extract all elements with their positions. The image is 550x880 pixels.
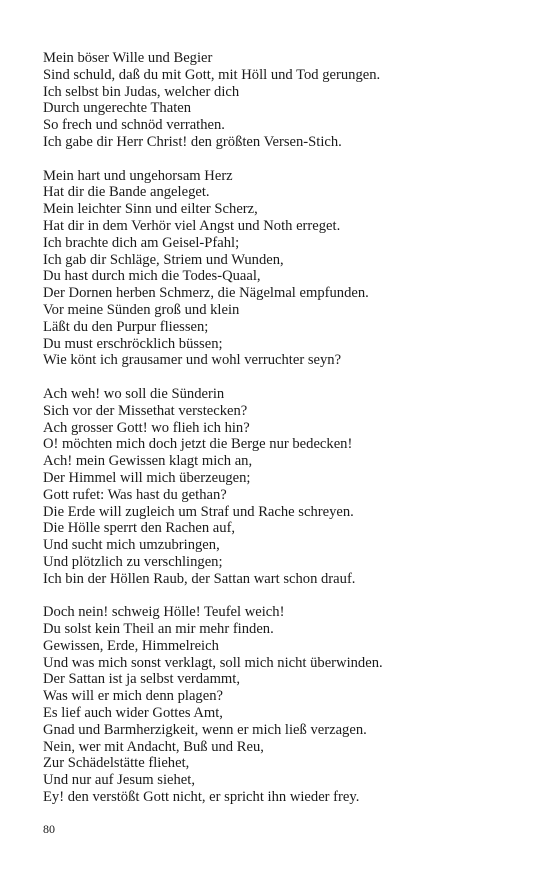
verse-line: Sich vor der Missethat verstecken? [43,402,248,419]
verse-line: Zur Schädelstätte fliehet, [43,755,190,772]
verse-line: Und nur auf Jesum siehet, [43,772,195,789]
verse-line: Doch nein! schweig Hölle! Teufel weich! [43,604,285,621]
verse-line: Ach! mein Gewissen klagt mich an, [43,453,253,470]
verse-line: Ich brachte dich am Geisel-Pfahl; [43,234,240,251]
verse-line: Gewissen, Erde, Himmelreich [43,637,219,654]
poem-text [43,50,523,823]
verse-line: Der Sattan ist ja selbst verdammt, [43,671,240,688]
verse-line: Es lief auch wider Gottes Amt, [43,705,223,722]
verse-line: Ey! den verstößt Gott nicht, er spricht ihn wieder frey. [43,789,360,806]
verse-line: Du solst kein Theil an mir mehr finden. [43,621,274,638]
verse-line: Mein hart und ungehorsam Herz [43,167,233,184]
verse-line: Die Hölle sperrt den Rachen auf, [43,520,236,537]
verse-line: Nein, wer mit Andacht, Buß und Reu, [43,738,264,755]
stanza-3 [43,386,523,588]
verse-line: Vor meine Sünden groß und klein [43,301,240,318]
verse-line: Mein böser Wille und Begier [43,50,213,66]
verse-line: Ich bin der Höllen Raub, der Sattan wart schon drauf. [43,570,356,587]
verse-line: Was will er mich denn plagen? [43,688,223,705]
verse-line: Gott rufet: Was hast du gethan? [43,486,227,503]
verse-line: Hat dir die Bande angeleget. [43,184,210,201]
verse-line: Ich gab dir Schläge, Striem und Wunden, [43,251,284,268]
verse-line: Die Erde will zugleich um Straf und Rache schreyen. [43,503,354,520]
verse-line: Und sucht mich umzubringen, [43,537,220,554]
verse-line: Gnad und Barmherzigkeit, wenn er mich ließ verzagen. [43,721,367,738]
verse-line: Und plötzlich zu verschlingen; [43,553,223,570]
verse-line: Hat dir in dem Verhör viel Angst und Noth erreget. [43,217,341,234]
verse-line: Der Himmel will mich überzeugen; [43,469,251,486]
verse-line: Mein leichter Sinn und eilter Scherz, [43,201,258,218]
verse-line: Ach grosser Gott! wo flieh ich hin? [43,419,250,436]
page-number: 80 [43,822,55,836]
verse-line: Du hast durch mich die Todes-Quaal, [43,268,261,285]
verse-line: O! möchten mich doch jetzt die Berge nur bedecken! [43,436,353,453]
stanza-1 [43,50,523,151]
verse-line: Der Dornen herben Schmerz, die Nägelmal empfunden. [43,285,369,302]
verse-line: Ach weh! wo soll die Sünderin [43,385,225,402]
verse-line: Durch ungerechte Thaten [43,100,192,117]
stanza-4 [43,604,523,806]
stanza-2 [43,168,523,370]
verse-line: Du must erschröcklich büssen; [43,335,223,352]
verse-line: So frech und schnöd verrathen. [43,117,225,134]
verse-line: Und was mich sonst verklagt, soll mich nicht überwinden. [43,654,383,671]
verse-line: Wie könt ich grausamer und wohl verruchter seyn? [43,352,342,369]
verse-line: Ich gabe dir Herr Christ! den größten Versen-Stich. [43,133,342,150]
verse-line: Sind schuld, daß du mit Gott, mit Höll und Tod gerungen. [43,66,381,83]
verse-line: Läßt du den Purpur fliessen; [43,318,209,335]
verse-line: Ich selbst bin Judas, welcher dich [43,83,240,100]
